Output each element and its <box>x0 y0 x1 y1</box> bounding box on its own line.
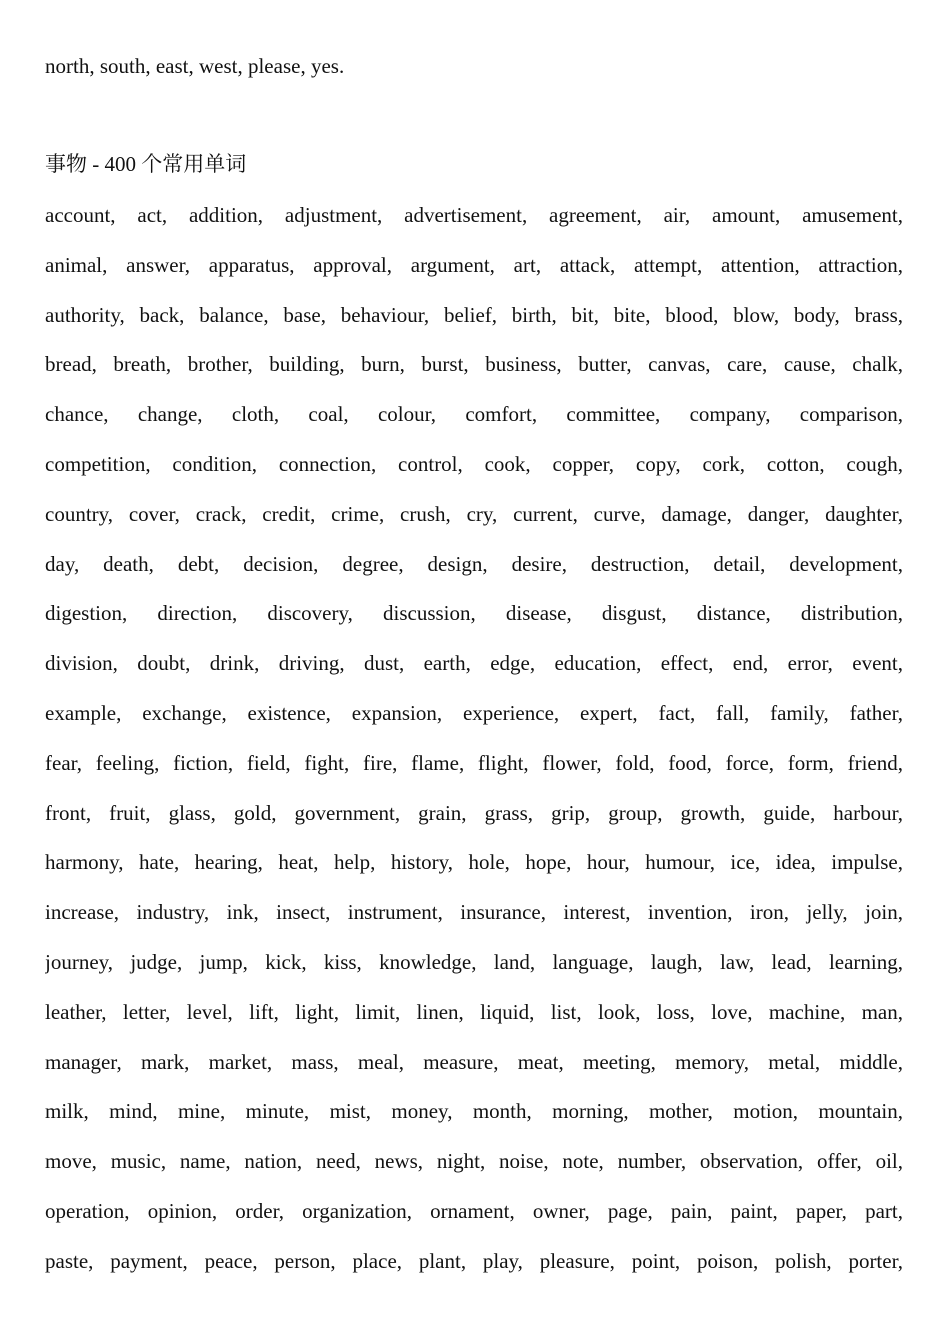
word-line: animal, answer, apparatus, approval, argument, art, attack, attempt, attention, attraction, <box>45 253 903 277</box>
word-line: front, fruit, glass, gold, government, grain, grass, grip, group, growth, guide, harbour, <box>45 801 903 825</box>
intro-line: north, south, east, west, please, yes. <box>45 54 345 78</box>
word-line: day, death, debt, decision, degree, design, desire, destruction, detail, development, <box>45 552 903 576</box>
word-line: operation, opinion, order, organization, ornament, owner, page, pain, paint, paper, part, <box>45 1199 903 1223</box>
section-heading: 事物 - 400 个常用单词 <box>45 152 247 176</box>
word-line: competition, condition, connection, control, cook, copper, copy, cork, cotton, cough, <box>45 452 903 476</box>
word-line: authority, back, balance, base, behaviour, belief, birth, bit, bite, blood, blow, body, brass, <box>45 303 903 327</box>
word-line: leather, letter, level, lift, light, limit, linen, liquid, list, look, loss, love, machine, man, <box>45 1000 903 1024</box>
word-line: example, exchange, existence, expansion, experience, expert, fact, fall, family, father, <box>45 701 903 725</box>
word-line: digestion, direction, discovery, discussion, disease, disgust, distance, distribution, <box>45 601 903 625</box>
word-line: harmony, hate, hearing, heat, help, history, hole, hope, hour, humour, ice, idea, impulse, <box>45 850 903 874</box>
word-line: country, cover, crack, credit, crime, crush, cry, current, curve, damage, danger, daughter, <box>45 502 903 526</box>
word-line: move, music, name, nation, need, news, night, noise, note, number, observation, offer, oil, <box>45 1149 903 1173</box>
word-line: bread, breath, brother, building, burn, burst, business, butter, canvas, care, cause, chalk, <box>45 352 903 376</box>
word-line: increase, industry, ink, insect, instrument, insurance, interest, invention, iron, jelly, join, <box>45 900 903 924</box>
word-line: manager, mark, market, mass, meal, measure, meat, meeting, memory, metal, middle, <box>45 1050 903 1074</box>
word-line: chance, change, cloth, coal, colour, comfort, committee, company, comparison, <box>45 402 903 426</box>
word-line: paste, payment, peace, person, place, plant, play, pleasure, point, poison, polish, porter, <box>45 1249 903 1273</box>
word-line: account, act, addition, adjustment, advertisement, agreement, air, amount, amusement, <box>45 203 903 227</box>
word-line: milk, mind, mine, minute, mist, money, month, morning, mother, motion, mountain, <box>45 1099 903 1123</box>
word-line: division, doubt, drink, driving, dust, earth, edge, education, effect, end, error, event, <box>45 651 903 675</box>
word-line: journey, judge, jump, kick, kiss, knowledge, land, language, laugh, law, lead, learning, <box>45 950 903 974</box>
word-line: fear, feeling, fiction, field, fight, fire, flame, flight, flower, fold, food, force, form, friend, <box>45 751 903 775</box>
